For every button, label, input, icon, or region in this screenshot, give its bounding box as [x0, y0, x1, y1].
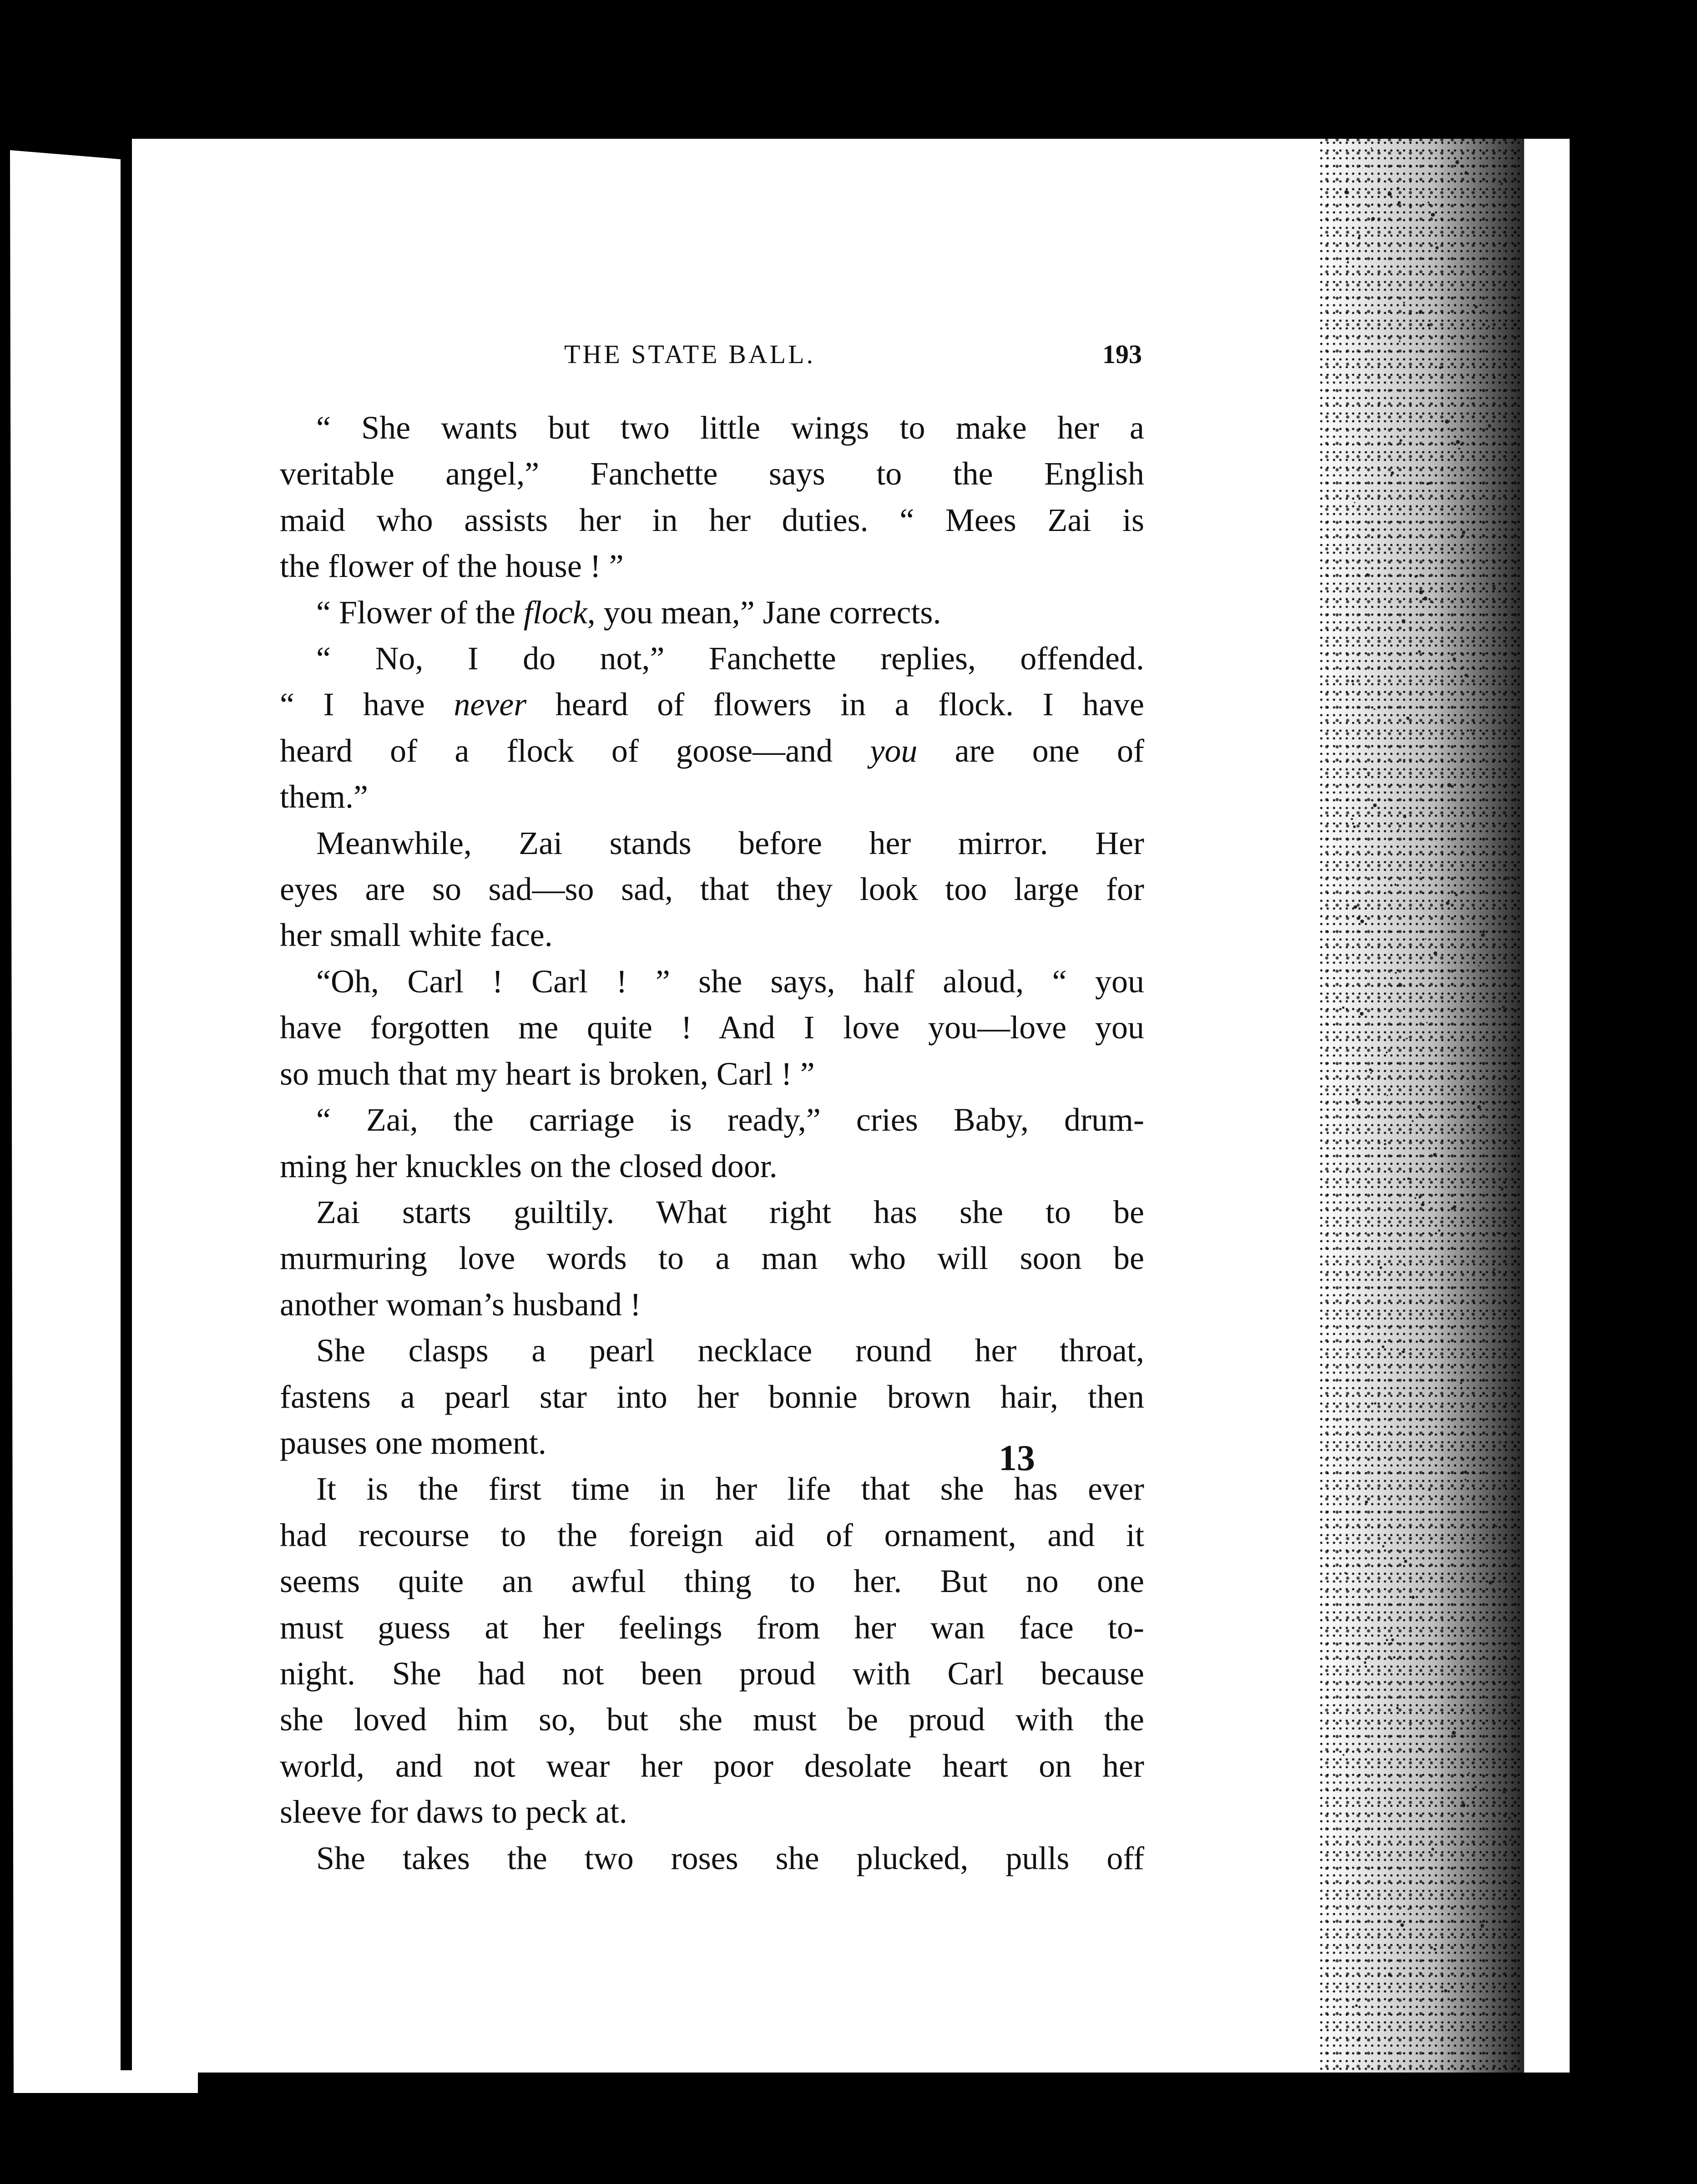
- speck: [1384, 1959, 1385, 1961]
- speck: [1426, 1022, 1428, 1023]
- text-line: so much that my heart is broken, Carl ! ”: [280, 1055, 815, 1092]
- speck: [1440, 1313, 1442, 1315]
- text-line: “Oh, Carl ! Carl ! ” she says, half aloud, “ you: [316, 963, 1144, 1000]
- speck: [1419, 1972, 1421, 1974]
- speck: [1506, 876, 1510, 880]
- speck: [1445, 420, 1449, 424]
- speck: [1453, 657, 1456, 661]
- speck: [1449, 266, 1451, 268]
- speck: [1391, 471, 1394, 475]
- speck: [1509, 1839, 1512, 1841]
- speck: [1462, 531, 1465, 534]
- speck: [1462, 1803, 1465, 1807]
- speck: [1351, 818, 1353, 820]
- speck: [1373, 804, 1377, 807]
- speck: [1433, 1153, 1436, 1156]
- speck: [1402, 619, 1405, 623]
- emphasis: never: [454, 686, 527, 723]
- emphasis: flock: [523, 594, 587, 631]
- speck: [1343, 1754, 1344, 1756]
- speck: [1403, 814, 1407, 818]
- speck: [1406, 1038, 1407, 1039]
- speck: [1455, 160, 1459, 164]
- signature-mark: 13: [999, 1438, 1035, 1478]
- speck: [1363, 768, 1365, 770]
- speck: [1412, 1596, 1415, 1599]
- text-line: murmuring love words to a man who will soon be: [280, 1240, 1144, 1277]
- emphasis: you: [870, 732, 918, 769]
- speck: [1393, 1656, 1395, 1658]
- text-line: maid who assists her in her duties. “ Mees Zai is: [280, 501, 1144, 538]
- speck: [1501, 1329, 1503, 1331]
- speck: [1384, 1143, 1386, 1145]
- text-line: She clasps a pearl necklace round her throat,: [316, 1332, 1144, 1369]
- speck: [1388, 192, 1391, 196]
- text-line: “ Zai, the carriage is ready,” cries Baby, drum-: [316, 1102, 1144, 1138]
- text-line: “ I have never heard of flowers in a flock. I have: [280, 686, 1144, 723]
- speck: [1458, 448, 1460, 450]
- speck: [1500, 182, 1503, 185]
- speck: [1428, 202, 1429, 203]
- speck: [1398, 201, 1401, 204]
- text-line: her small white face.: [280, 917, 553, 954]
- speck: [1404, 1560, 1407, 1563]
- speck: [1409, 1657, 1411, 1659]
- speck: [1395, 972, 1397, 974]
- speck: [1357, 916, 1360, 920]
- speck: [1470, 729, 1472, 731]
- speck: [1511, 1335, 1513, 1337]
- speck: [1403, 302, 1405, 303]
- text-line: the flower of the house ! ”: [280, 548, 624, 585]
- text-line: heard of a flock of goose—and you are one of: [280, 732, 1144, 769]
- speck: [1358, 237, 1360, 239]
- speck: [1488, 424, 1491, 428]
- speck: [1358, 2038, 1360, 2041]
- speck: [1344, 1572, 1346, 1574]
- speck: [1409, 312, 1412, 315]
- text-line: world, and not wear her poor desolate heart on her: [280, 1747, 1144, 1784]
- speck: [1419, 590, 1423, 594]
- body-text: [280, 405, 1144, 1881]
- speck: [1428, 1489, 1430, 1491]
- speck: [1418, 650, 1421, 653]
- text-line: pauses one moment.: [280, 1424, 546, 1461]
- text-line: she loved him so, but she must be proud with the: [280, 1701, 1144, 1738]
- page-edge-speckle: [1319, 132, 1524, 2075]
- speck: [1426, 482, 1429, 485]
- speck: [1475, 1786, 1477, 1788]
- speck: [1409, 207, 1411, 208]
- text-line: have forgotten me quite ! And I love you—love you: [280, 1009, 1144, 1046]
- speck: [1431, 1848, 1434, 1850]
- speck: [1465, 1479, 1466, 1481]
- speck: [1368, 774, 1369, 776]
- speck: [1407, 1178, 1410, 1180]
- running-title: THE STATE BALL.: [564, 339, 816, 369]
- speck: [1449, 970, 1451, 972]
- speck: [1419, 1113, 1420, 1115]
- speck: [1398, 829, 1399, 830]
- text-line: must guess at her feelings from her wan face to-: [280, 1609, 1144, 1646]
- speck: [1492, 350, 1495, 353]
- speck: [1353, 825, 1356, 828]
- text-line: “ Flower of the flock, you mean,” Jane corrects.: [316, 594, 941, 631]
- speck: [1444, 1989, 1447, 1992]
- speck: [1360, 1012, 1363, 1015]
- text-line: veritable angel,” Fanchette says to the English: [280, 455, 1144, 492]
- speck: [1369, 1068, 1372, 1071]
- speck: [1478, 965, 1480, 966]
- page-number: 193: [1102, 339, 1142, 369]
- speck: [1477, 1105, 1481, 1109]
- speck: [1410, 1456, 1412, 1458]
- text-line: had recourse to the foreign aid of ornament, and it: [280, 1517, 1144, 1553]
- text-line: Zai starts guiltily. What right has she to be: [316, 1193, 1144, 1230]
- speck: [1419, 310, 1422, 314]
- speck: [1396, 1707, 1399, 1709]
- text-line: “ No, I do not,” Fanchette replies, offended.: [316, 640, 1144, 677]
- text-line: another woman’s husband !: [280, 1286, 641, 1323]
- speck: [1419, 872, 1421, 874]
- speck: [1351, 680, 1354, 682]
- text-line: Meanwhile, Zai stands before her mirror. Her: [316, 824, 1144, 861]
- speck: [1464, 1471, 1467, 1473]
- text-line: It is the first time in her life that she has ever: [316, 1471, 1144, 1507]
- speck: [1502, 1006, 1505, 1009]
- speck: [1371, 528, 1374, 531]
- speck: [1467, 1356, 1469, 1358]
- text-line: them.”: [280, 779, 368, 815]
- speck: [1435, 246, 1439, 249]
- text-line: “ She wants but two little wings to make her a: [316, 410, 1144, 446]
- speck: [1374, 708, 1375, 710]
- speck: [1400, 1923, 1404, 1926]
- speck: [1465, 674, 1468, 677]
- text-line: eyes are so sad—so sad, that they look too large for: [280, 871, 1144, 908]
- speck: [1406, 717, 1409, 720]
- text-line: fastens a pearl star into her bonnie brown hair, then: [280, 1378, 1144, 1415]
- speck: [1366, 573, 1369, 576]
- speck: [1470, 398, 1472, 399]
- speck: [1371, 147, 1373, 149]
- speck: [1488, 325, 1490, 328]
- speck: [1432, 602, 1434, 603]
- text-line: ming her knuckles on the closed door.: [280, 1148, 778, 1184]
- text-line: night. She had not been proud with Carl because: [280, 1655, 1144, 1692]
- speck: [1481, 933, 1485, 937]
- speck: [1434, 951, 1437, 955]
- text-line: She takes the two roses she plucked, pulls off: [316, 1840, 1144, 1876]
- speck: [1465, 171, 1468, 174]
- text-line: seems quite an awful thing to her. But no one: [280, 1563, 1144, 1600]
- speck: [1365, 1501, 1368, 1504]
- speck: [1402, 1350, 1405, 1354]
- speck: [1379, 402, 1380, 404]
- speck: [1497, 1232, 1500, 1234]
- speck: [1397, 187, 1399, 190]
- speck: [1468, 1772, 1470, 1774]
- speck: [1439, 366, 1442, 369]
- text-line: sleeve for daws to peck at.: [280, 1794, 627, 1830]
- speck: [1342, 1006, 1344, 1009]
- speck: [1355, 1098, 1359, 1102]
- speck: [1424, 597, 1427, 600]
- speck: [1427, 324, 1430, 327]
- speck: [1391, 1638, 1394, 1641]
- speck: [1453, 1205, 1456, 1208]
- running-head: [564, 339, 1142, 375]
- speck: [1505, 1999, 1506, 2001]
- speck: [1394, 884, 1396, 885]
- speck: [1403, 759, 1405, 761]
